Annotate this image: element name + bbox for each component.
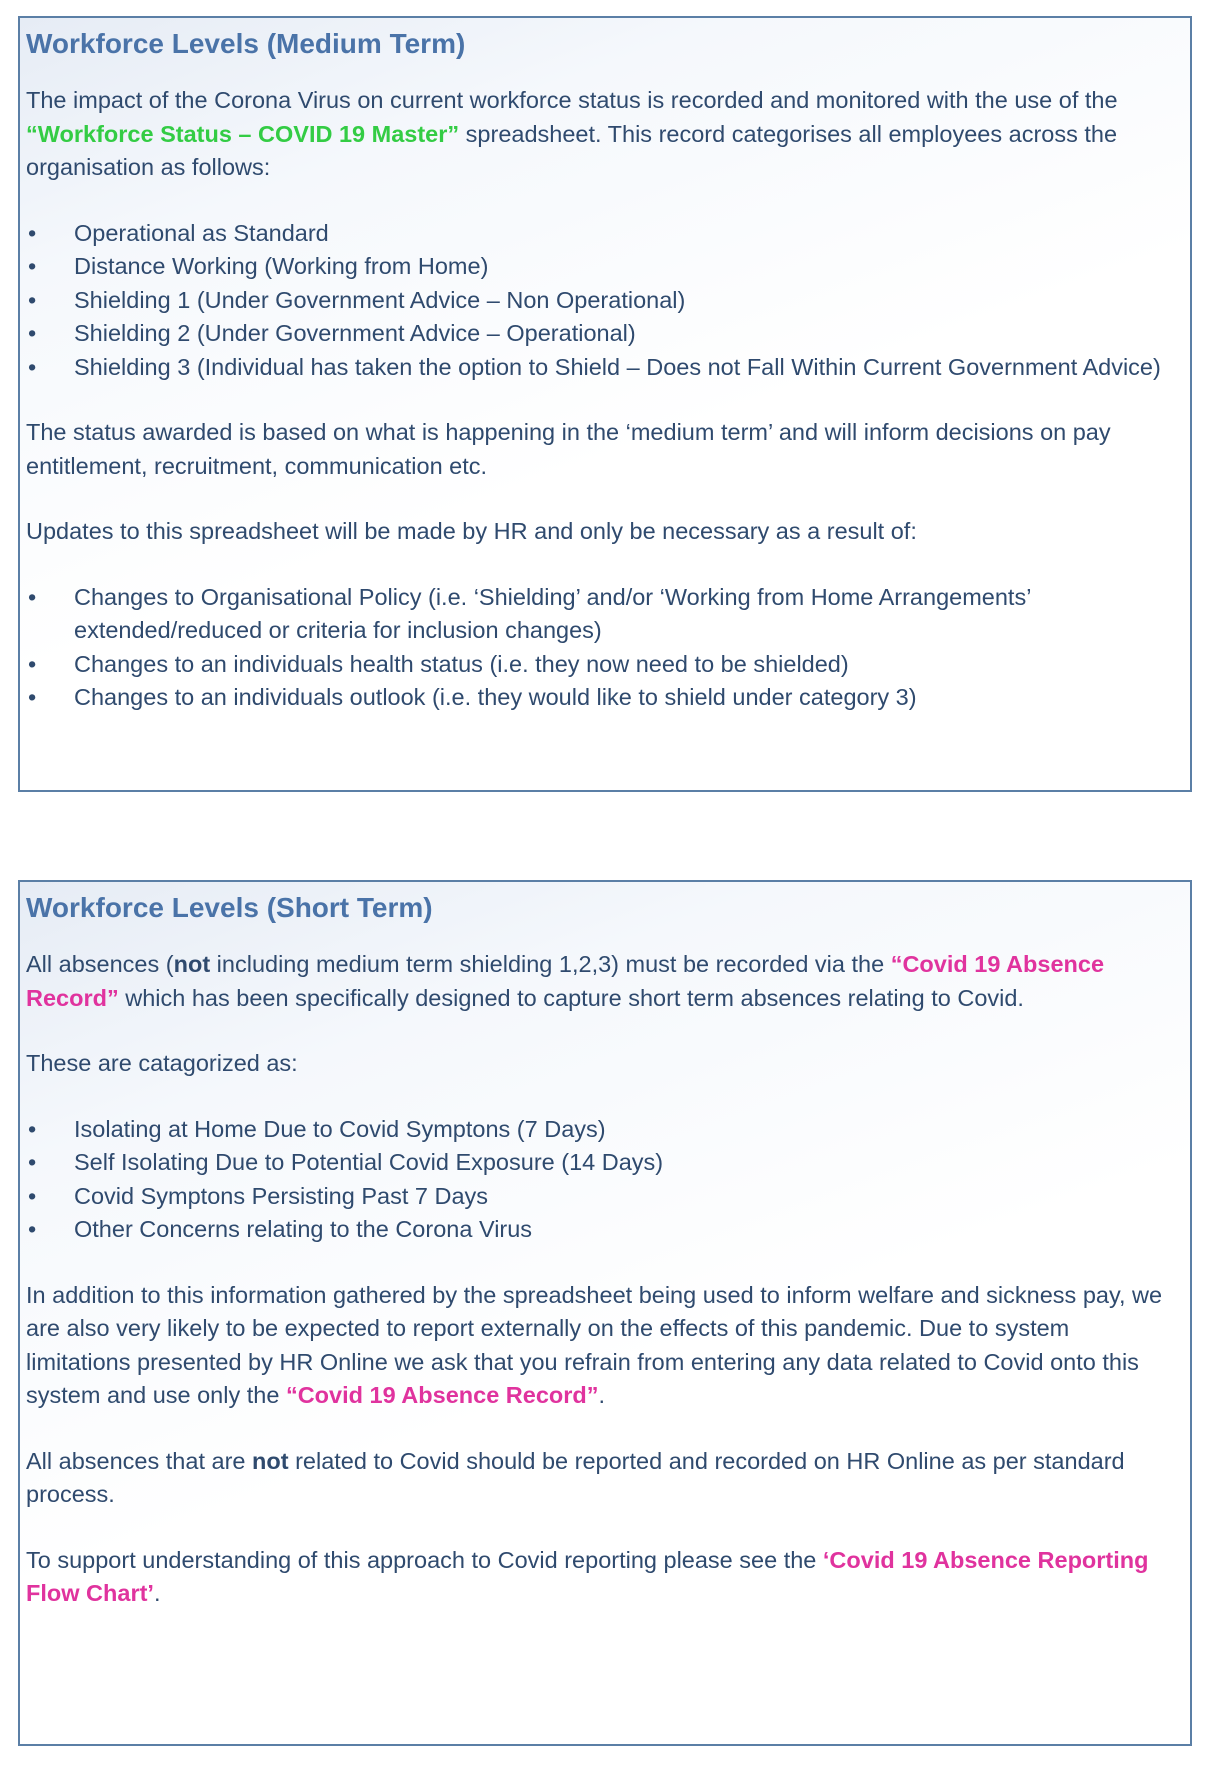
short-term-title: Workforce Levels (Short Term) [26, 892, 433, 923]
list-item: • Shielding 1 (Under Government Advice – Non Operational) [26, 284, 1178, 318]
short-term-section [18, 880, 1192, 1746]
status-paragraph: The status awarded is based on what is happening in the ‘medium term’ and will inform decisions on pay entitlement, recruitment, communication etc. [26, 419, 1111, 479]
support-paragraph: To support understanding of this approach to Covid reporting please see the ‘Covid 19 Absence Reporting Flow Chart’. [26, 1546, 1149, 1606]
list-item: • Distance Working (Working from Home) [26, 250, 1178, 284]
list-item: • Covid Symptons Persisting Past 7 Days [26, 1180, 1178, 1214]
not-related-paragraph: All absences that are not related to Covid should be reported and recorded on HR Online as per standard process. [26, 1447, 1125, 1507]
updates-list [26, 581, 1178, 715]
list-item: • Shielding 3 (Individual has taken the option to Shield – Does not Fall Within Current Government Advice) [26, 351, 1178, 385]
flow-chart-reference: ‘Covid 19 Absence Reporting Flow Chart’ [26, 1546, 1149, 1606]
absences-paragraph: All absences (not including medium term shielding 1,2,3) must be recorded via the “Covid 19 Absence Record” which has been specifically designed to capture short term absences relating to Covid. [26, 951, 1105, 1011]
list-item: • Changes to an individuals outlook (i.e. they would like to shield under category 3) [26, 681, 1178, 715]
medium-term-intro: The impact of the Corona Virus on current workforce status is recorded and monitored with the use of the “Workforce Status – COVID 19 Master” spreadsheet. This record categorises all employees across the organisation as follows: [26, 87, 1118, 180]
absence-record-reference: “Covid 19 Absence Record” [26, 951, 1105, 1011]
medium-term-section [18, 16, 1192, 792]
list-item: • Changes to Organisational Policy (i.e. ‘Shielding’ and/or ‘Working from Home Arrangements’ extended/reduced or criteria for inclusion changes) [26, 581, 1178, 648]
absence-categories-list [26, 1113, 1178, 1247]
list-item: • Shielding 2 (Under Government Advice – Operational) [26, 317, 1178, 351]
updates-paragraph: Updates to this spreadsheet will be made by HR and only be necessary as a result of: [26, 518, 917, 544]
absence-record-reference: “Covid 19 Absence Record” [285, 1382, 599, 1408]
list-item: • Operational as Standard [26, 217, 1178, 251]
workforce-status-reference: “Workforce Status – COVID 19 Master” [26, 120, 460, 147]
list-item: • Isolating at Home Due to Covid Symptons (7 Days) [26, 1113, 1178, 1147]
medium-term-title: Workforce Levels (Medium Term) [26, 28, 466, 59]
addition-paragraph: In addition to this information gathered by the spreadsheet being used to inform welfare and sickness pay, we are also very likely to be expected to report externally on the effects of this pandemic. Due to system limitations presented by HR Online we ask that you refrain from entering any data related to Covid onto this system and use only the “Covid 19 Absence Record”. [26, 1281, 1163, 1408]
list-item: • Other Concerns relating to the Corona Virus [26, 1213, 1178, 1247]
list-item: • Changes to an individuals health status (i.e. they now need to be shielded) [26, 648, 1178, 682]
categorized-paragraph: These are catagorized as: [26, 1050, 298, 1076]
workforce-categories-list [26, 217, 1178, 385]
list-item: • Self Isolating Due to Potential Covid Exposure (14 Days) [26, 1146, 1178, 1180]
